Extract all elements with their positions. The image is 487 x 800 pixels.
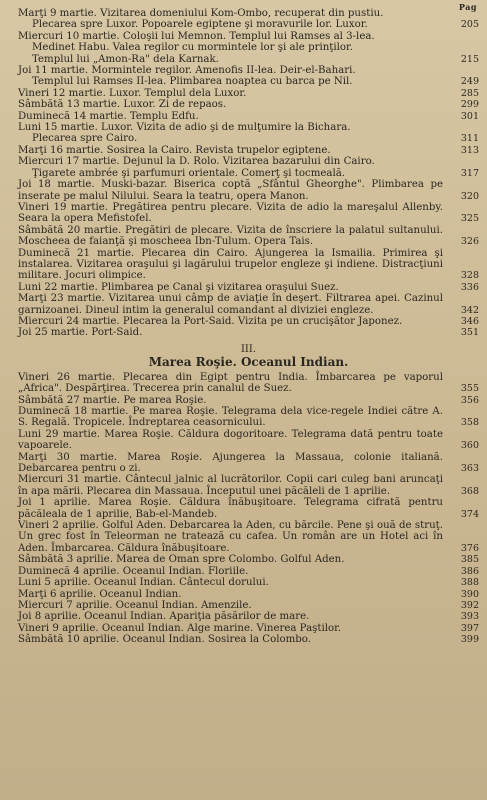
toc-page-number: 342 (460, 304, 479, 316)
toc-entry-text (18, 248, 451, 282)
toc-entry-line: Joi 11 martie. Mormintele regilor. Amenofis II-lea. Deir-el-Bahari. (18, 65, 356, 77)
toc-entry (18, 452, 479, 475)
section-number: III. (240, 343, 257, 355)
toc-entry-text (18, 395, 451, 406)
toc-entry (18, 282, 479, 293)
toc-entry-line: Sâmbătă 20 martie. Pregătiri de plecare. Vizita de înscriere la palatul sultanului. Moscheea de faianţă şi moscheea Ibn-Tulum. Opera Tais. (18, 224, 443, 248)
toc-entry-text (18, 202, 451, 225)
toc-entry (18, 145, 479, 156)
toc-entry-line: Duminecă 18 martie. Pe marea Roşie. Telegrama dela vice-regele Indiei către A. S. Regală. Tropicele. Îndreptarea ceasornicului. (18, 406, 443, 429)
toc-entry (18, 99, 479, 110)
toc-entry-line: Miercuri 10 martie. Coloşii lui Memnon. Templul lui Ramses al 3-lea. (18, 30, 375, 42)
toc-entry (18, 31, 479, 65)
toc-entry-text (18, 179, 451, 202)
toc-page-number: 301 (460, 110, 479, 122)
toc-page-number: 215 (460, 53, 479, 65)
toc-entry-line: Templul lui „Amon-Ra" dela Karnak. (32, 53, 219, 65)
toc-entry-text (18, 600, 451, 611)
toc-entry-line: Templul lui Ramses II-lea. Plimbarea noaptea cu barca pe Nil. (32, 76, 353, 88)
toc-entry-line: Plecarea spre Luxor. Popoarele egiptene şi moravurile lor. Luxor. (32, 19, 368, 31)
toc-page-number: 385 (460, 554, 479, 566)
toc-entry-line: Marţi 16 martie. Sosirea la Cairo. Revista trupelor egiptene. (18, 144, 331, 156)
toc-page-number: 368 (460, 485, 479, 497)
toc-entry (18, 634, 479, 645)
toc-entry (18, 520, 479, 554)
section-heading (18, 343, 479, 369)
toc-entry-text (18, 122, 451, 145)
toc-entry-line: Marţi 9 martie. Vizitarea domeniului Kom-Ombo, recuperat din pustiu. (18, 8, 384, 19)
toc-entry (18, 372, 479, 395)
toc-page-number: 376 (460, 542, 479, 554)
table-of-contents (18, 8, 479, 646)
toc-entry-line: Joi 8 aprilie. Oceanul Indian. Apariţia păsărilor de mare. (18, 611, 310, 623)
toc-page-number: 392 (460, 599, 479, 611)
toc-entry-line: Luni 15 martie. Luxor. Vizita de adio şi de mulţumire la Bichara. (18, 122, 351, 134)
toc-page-number: 351 (460, 327, 479, 339)
toc-entry-text (18, 225, 451, 248)
toc-page-number: 326 (460, 236, 479, 248)
toc-entry-line: Ţigarete ambrée şi parfumuri orientale. Comerţ şi tocmeală. (32, 167, 346, 179)
toc-page-number: 320 (460, 190, 479, 202)
toc-entry-line: Vineri 2 aprilie. Golful Aden. Debarcarea la Aden, cu bărcile. Pene şi ouă de struţ. Un grec fost în Teleorman ne tratează cu cafea. Un român are un Hotel aci în Aden. Îmbarcarea. Căldura înăbuşitoare. (18, 520, 443, 554)
toc-entry (18, 316, 479, 327)
toc-entry (18, 327, 479, 338)
toc-entry-text (18, 497, 451, 520)
toc-entry-line: Miercuri 17 martie. Dejunul la D. Rolo. Vizitarea bazarului din Cairo. (18, 156, 375, 168)
toc-entry (18, 600, 479, 611)
toc-entry-line: Duminecă 14 martie. Templu Edfu. (18, 110, 199, 122)
toc-entry-line: Duminecă 21 martie. Plecarea din Cairo. Ajungerea la Ismailia. Primirea şi instalarea. Vizitarea oraşului şi lagărului trupelor engleze şi indiene. Distracţiuni militare. Jocuri olimpice. (18, 247, 443, 282)
toc-entry-text (18, 589, 451, 600)
toc-entry-text (18, 65, 451, 88)
toc-entry (18, 225, 479, 248)
toc-entry-line: Marţi 30 martie. Marea Roşie. Ajungerea la Massaua, colonie italiană. Debarcarea pentru o zi. (18, 451, 443, 475)
toc-entry-text (18, 282, 451, 293)
toc-page-number: 285 (460, 87, 479, 99)
toc-entry-line: Vineri 12 martie. Luxor. Templul dela Luxor. (18, 87, 247, 99)
toc-entry-text (18, 452, 451, 475)
toc-entry-text (18, 520, 451, 554)
toc-entry (18, 179, 479, 202)
toc-entry-line: Miercuri 7 aprilie. Oceanul Indian. Amenzile. (18, 599, 252, 611)
toc-entry-line: Duminecă 4 aprilie. Oceanul Indian. Floriile. (18, 565, 249, 577)
toc-page-number: 325 (460, 213, 479, 225)
toc-page-number: 374 (460, 508, 479, 520)
toc-entry (18, 111, 479, 122)
toc-entry-line: Marţi 6 aprilie. Oceanul Indian. (18, 588, 182, 600)
toc-entry-line: Vineri 26 martie. Plecarea din Egipt pentru India. Îmbarcarea pe vaporul „Africa". Despărţirea. Trecerea prin canalul de Suez. (18, 371, 443, 395)
toc-entry (18, 589, 479, 600)
toc-page-number: 355 (460, 383, 479, 395)
toc-entry-line: Vineri 19 martie. Pregătirea pentru plecare. Vizita de adio la mareşalul Allenby. Seara la opera Mefistofel. (18, 201, 443, 225)
toc-entry (18, 554, 479, 565)
toc-entry-text (18, 577, 451, 588)
toc-entry-text (18, 111, 451, 122)
toc-entry-line: Luni 5 aprilie. Oceanul Indian. Cântecul dorului. (18, 577, 269, 589)
toc-entry-line: Medinet Habu. Valea regilor cu mormintele lor şi ale prinţilor. (32, 42, 354, 54)
page-column-header: Pag (458, 2, 477, 12)
toc-entry (18, 429, 479, 452)
toc-part-egypt (18, 8, 479, 339)
toc-entry (18, 395, 479, 406)
toc-page-number: 317 (460, 167, 479, 179)
toc-part-red-sea (18, 372, 479, 646)
toc-entry-line: Sâmbătă 13 martie. Luxor. Zi de repaos. (18, 99, 227, 111)
toc-entry-text (18, 474, 451, 497)
toc-entry-line: Sâmbătă 10 aprilie. Oceanul Indian. Sosirea la Colombo. (18, 634, 311, 646)
toc-entry-line: Sâmbătă 27 martie. Pe marea Roşie. (18, 394, 207, 406)
toc-entry-text (18, 406, 451, 429)
toc-entry (18, 566, 479, 577)
toc-page-number: 313 (460, 144, 479, 156)
toc-entry-text (18, 429, 451, 452)
toc-entry-text (18, 88, 451, 99)
toc-entry-line: Miercuri 31 martie. Cântecul jalnic al lucrătorilor. Copii cari culeg bani aruncaţi în apa mării. Plecarea din Massaua. Începutul unei păcăleli de 1 aprilie. (18, 474, 443, 497)
toc-entry-line: Luni 22 martie. Plimbarea pe Canal şi vizitarea oraşului Suez. (18, 281, 339, 293)
toc-page-number: 399 (460, 634, 479, 646)
toc-page-number: 360 (460, 440, 479, 452)
toc-page-number: 205 (460, 19, 479, 31)
toc-page-number: 388 (460, 577, 479, 589)
toc-entry-line: Luni 29 martie. Marea Roşie. Căldura dogoritoare. Telegrama dată pentru toate vapoarele. (18, 428, 443, 452)
toc-entry-text (18, 554, 451, 565)
toc-entry (18, 474, 479, 497)
toc-page-number: 311 (460, 133, 479, 145)
toc-page-number: 336 (460, 281, 479, 293)
toc-page-number: 249 (460, 76, 479, 88)
toc-entry-line: Joi 1 aprilie. Marea Roşie. Căldura înăbuşitoare. Telegrama cifrată pentru păcăleala de 1 aprilie, Bab-el-Mandeb. (18, 497, 443, 520)
toc-entry (18, 65, 479, 88)
toc-entry (18, 611, 479, 622)
toc-entry-text (18, 31, 451, 65)
toc-entry-text (18, 316, 451, 327)
toc-entry-line: Miercuri 24 martie. Plecarea la Port-Said. Vizita pe un crucişător Japonez. (18, 315, 403, 327)
toc-entry-line: Vineri 9 aprilie. Oceanul Indian. Alge marine. Vinerea Paştilor. (18, 622, 342, 634)
toc-entry-text (18, 99, 451, 110)
toc-entry-line: Plecarea spre Cairo. (32, 133, 138, 145)
toc-entry (18, 122, 479, 145)
toc-entry-text (18, 611, 451, 622)
toc-page-number: 390 (460, 588, 479, 600)
toc-page-number: 328 (460, 270, 479, 282)
toc-page-number: 358 (460, 417, 479, 429)
toc-entry-text (18, 8, 451, 31)
toc-entry (18, 156, 479, 179)
toc-entry-line: Marţi 23 martie. Vizitarea unui câmp de aviaţie în deşert. Filtrarea apei. Cazinul garnizoanei. Dineul intim la generalul comandant al diviziei engleze. (18, 293, 443, 316)
toc-entry-text (18, 634, 451, 645)
toc-entry-text (18, 156, 451, 179)
toc-entry-text (18, 372, 451, 395)
toc-page-number: 363 (460, 463, 479, 475)
toc-entry-text (18, 327, 451, 338)
toc-entry (18, 293, 479, 316)
toc-entry (18, 577, 479, 588)
toc-page-number: 356 (460, 394, 479, 406)
toc-entry (18, 497, 479, 520)
toc-entry-text (18, 623, 451, 634)
toc-entry (18, 248, 479, 282)
toc-entry (18, 88, 479, 99)
toc-entry (18, 406, 479, 429)
toc-page-number: 397 (460, 622, 479, 634)
toc-page-number: 299 (460, 99, 479, 111)
toc-entry-text (18, 566, 451, 577)
toc-entry-line: Sâmbătă 3 aprilie. Marea de Oman spre Colombo. Golful Aden. (18, 554, 345, 566)
section-title: Marea Roşie. Oceanul Indian. (148, 354, 349, 369)
toc-entry-text (18, 145, 451, 156)
toc-entry (18, 623, 479, 634)
toc-entry-line: Joi 18 martie. Muski-bazar. Biserica coptă „Sfântul Gheorghe". Plimbarea pe inserate pe malul Nilului. Seara la teatru, opera Manon. (18, 179, 443, 202)
toc-entry-text (18, 293, 451, 316)
toc-page-number: 393 (460, 611, 479, 623)
toc-entry (18, 202, 479, 225)
toc-page-number: 386 (460, 565, 479, 577)
toc-page-number: 346 (460, 315, 479, 327)
toc-entry (18, 8, 479, 31)
toc-entry-line: Joi 25 martie. Port-Said. (18, 327, 143, 339)
